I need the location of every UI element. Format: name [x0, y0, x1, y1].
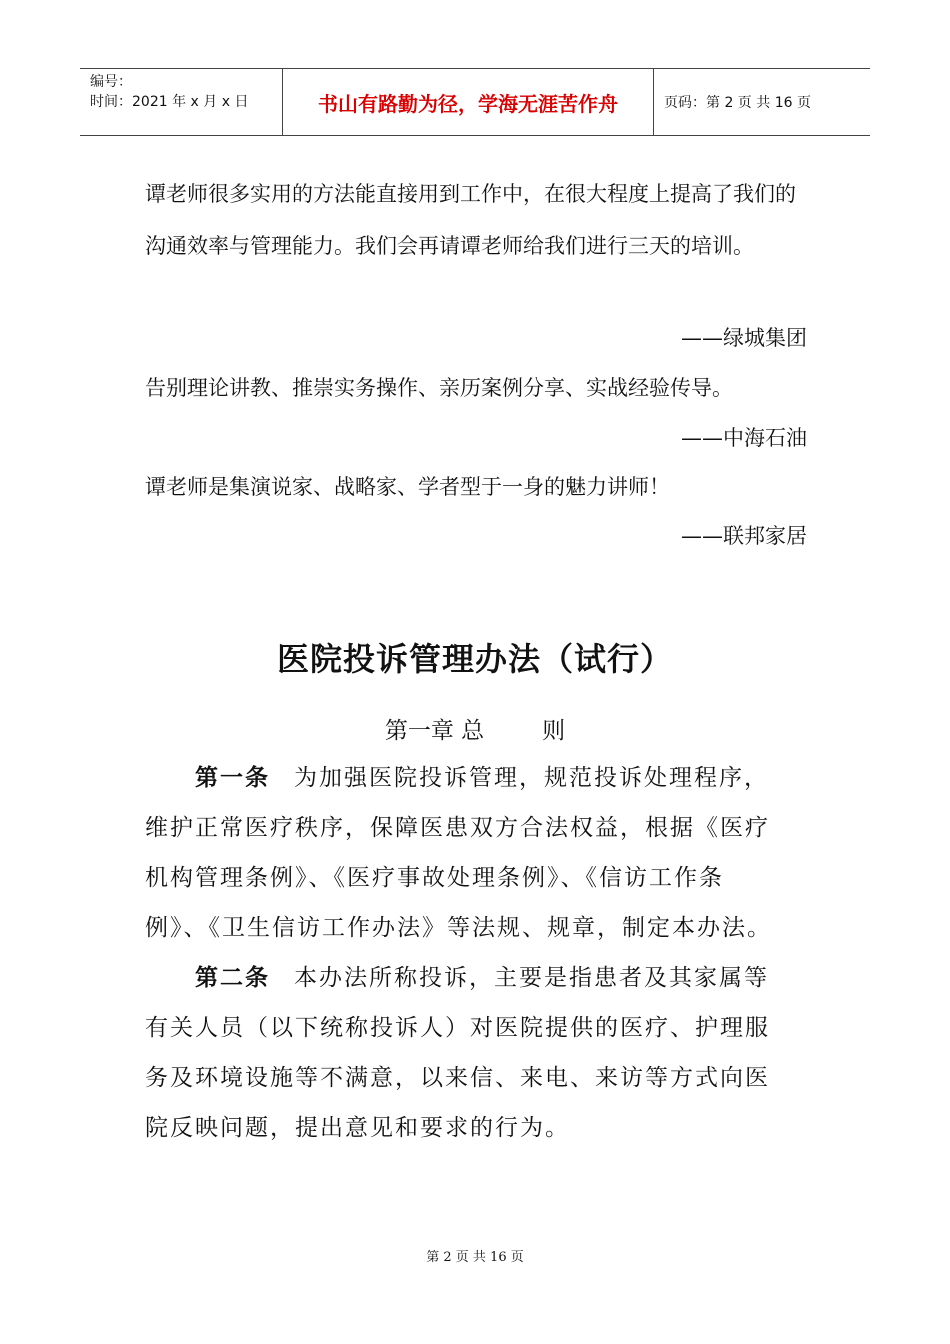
testimonial-line: 告别理论讲教、推崇实务操作、亲历案例分享、实战经验传导。	[145, 376, 733, 400]
article-line: 有关人员（以下统称投诉人）对医院提供的医疗、护理服	[145, 1015, 770, 1041]
article-1	[145, 753, 825, 953]
article-label: 第一条	[195, 765, 270, 791]
header-motto: 书山有路勤为径，学海无涯苦作舟	[282, 69, 654, 135]
article-line: 维护正常医疗秩序，保障医患双方合法权益，根据《医疗	[145, 815, 770, 841]
document-title: 医院投诉管理办法（试行）	[276, 640, 673, 678]
header-meta	[80, 69, 282, 135]
number-label: 编号：	[90, 74, 132, 90]
article-line: 务及环境设施等不满意，以来信、来电、来访等方式向医	[145, 1065, 770, 1091]
article-line: 机构管理条例》、《医疗事故处理条例》、《信访工作条	[145, 865, 724, 891]
page-footer: 第 2 页 共 16 页	[426, 1250, 524, 1265]
testimonial-signature: ——中海石油	[681, 426, 807, 450]
testimonial-signature: ——绿城集团	[681, 326, 807, 350]
testimonial-paragraph: 谭老师很多实用的方法能直接用到工作中，在很大程度上提高了我们的沟通效率与管理能力。我们会再请谭老师给我们进行三天的培训。	[145, 182, 796, 258]
chapter-heading-part: 则	[542, 718, 566, 744]
article-label: 第二条	[195, 965, 270, 991]
article-line: 例》、《卫生信访工作办法》等法规、规章，制定本办法。	[145, 915, 772, 941]
testimonial-line: 谭老师是集演说家、战略家、学者型于一身的魅力讲师！	[145, 475, 670, 499]
article-text: 为加强医院投诉管理，规范投诉处理程序，	[294, 765, 769, 791]
testimonial-signature: ——联邦家居	[681, 524, 807, 548]
chapter-heading	[0, 712, 950, 745]
article-2	[145, 953, 825, 1153]
time-label: 时间：2021 年 x 月 x 日	[90, 94, 249, 110]
article-line: 院反映问题，提出意见和要求的行为。	[145, 1115, 570, 1141]
article-text: 本办法所称投诉，主要是指患者及其家属等	[294, 965, 769, 991]
chapter-heading-part: 第一章 总	[384, 718, 485, 744]
article-line	[145, 753, 825, 803]
article-line	[145, 953, 825, 1003]
page-header	[80, 68, 870, 136]
header-page-code: 页码：第 2 页 共 16 页	[664, 95, 811, 111]
